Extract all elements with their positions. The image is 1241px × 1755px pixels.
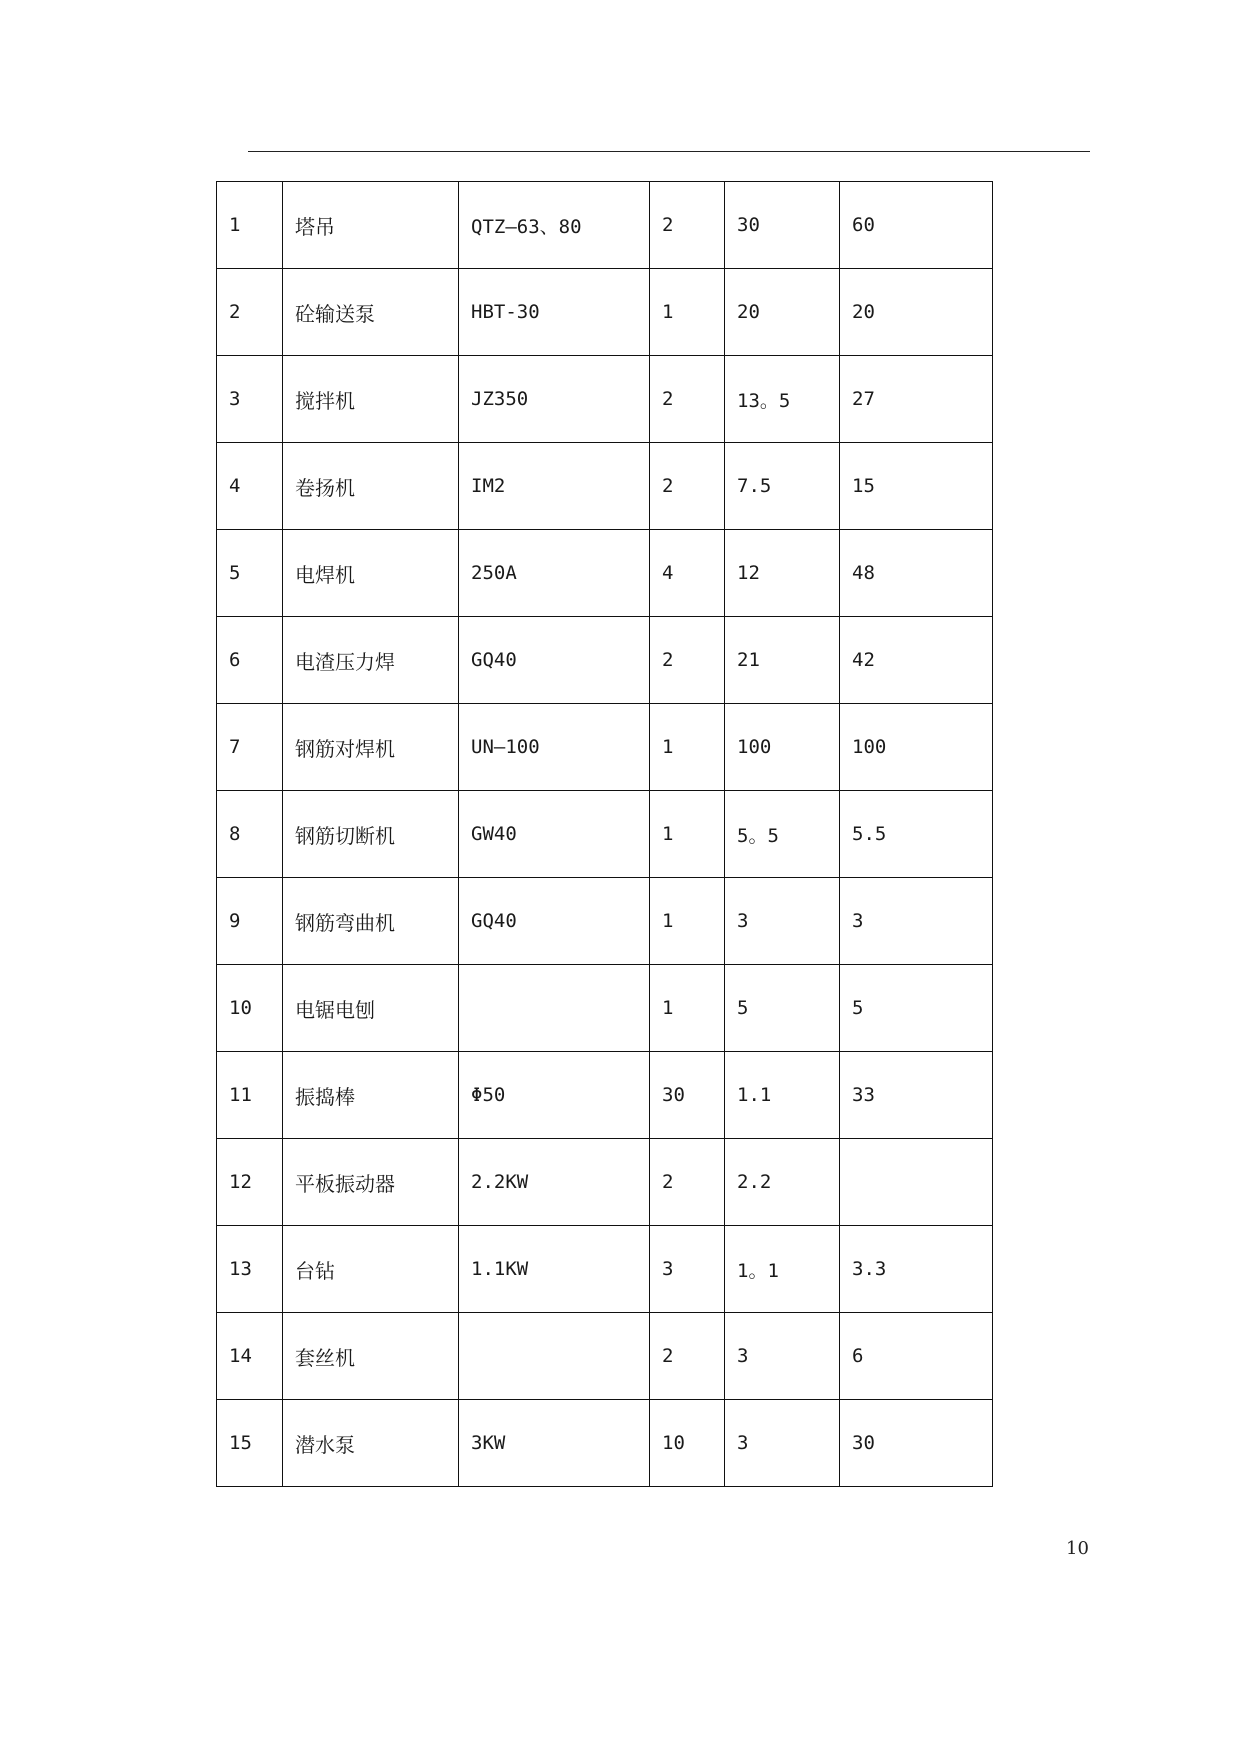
table-row xyxy=(217,269,993,356)
total-power-cell: 15 xyxy=(840,443,993,530)
total-power-cell: 30 xyxy=(840,1400,993,1487)
model-cell: IM2 xyxy=(459,443,650,530)
equipment-name-cell: 钢筋弯曲机 xyxy=(283,878,459,965)
total-power-cell: 60 xyxy=(840,182,993,269)
equipment-name-cell: 电焊机 xyxy=(283,530,459,617)
unit-power-cell: 20 xyxy=(725,269,840,356)
total-power-cell: 3 xyxy=(840,878,993,965)
model-cell: 1.1KW xyxy=(459,1226,650,1313)
row-index-cell: 10 xyxy=(217,965,283,1052)
unit-power-cell: 1。1 xyxy=(725,1226,840,1313)
row-index-cell: 3 xyxy=(217,356,283,443)
equipment-name-cell: 搅拌机 xyxy=(283,356,459,443)
table-row xyxy=(217,1400,993,1487)
row-index-cell: 1 xyxy=(217,182,283,269)
equipment-name-cell: 振捣棒 xyxy=(283,1052,459,1139)
unit-power-cell: 7.5 xyxy=(725,443,840,530)
model-cell: UN—100 xyxy=(459,704,650,791)
row-index-cell: 6 xyxy=(217,617,283,704)
total-power-cell: 3.3 xyxy=(840,1226,993,1313)
page-number: 10 xyxy=(1066,1538,1089,1559)
row-index-cell: 15 xyxy=(217,1400,283,1487)
unit-power-cell: 5 xyxy=(725,965,840,1052)
equipment-name-cell: 台钻 xyxy=(283,1226,459,1313)
quantity-cell: 4 xyxy=(650,530,725,617)
equipment-name-cell: 卷扬机 xyxy=(283,443,459,530)
model-cell: GW40 xyxy=(459,791,650,878)
row-index-cell: 11 xyxy=(217,1052,283,1139)
row-index-cell: 5 xyxy=(217,530,283,617)
row-index-cell: 14 xyxy=(217,1313,283,1400)
row-index-cell: 9 xyxy=(217,878,283,965)
model-cell: 250A xyxy=(459,530,650,617)
equipment-name-cell: 塔吊 xyxy=(283,182,459,269)
quantity-cell: 2 xyxy=(650,1139,725,1226)
model-cell: 3KW xyxy=(459,1400,650,1487)
header-rule xyxy=(248,151,1090,152)
quantity-cell: 1 xyxy=(650,791,725,878)
model-cell: Φ50 xyxy=(459,1052,650,1139)
unit-power-cell: 1.1 xyxy=(725,1052,840,1139)
equipment-name-cell: 砼输送泵 xyxy=(283,269,459,356)
table-row xyxy=(217,617,993,704)
unit-power-cell: 5。5 xyxy=(725,791,840,878)
equipment-name-cell: 平板振动器 xyxy=(283,1139,459,1226)
row-index-cell: 13 xyxy=(217,1226,283,1313)
quantity-cell: 1 xyxy=(650,704,725,791)
unit-power-cell: 100 xyxy=(725,704,840,791)
table-row xyxy=(217,965,993,1052)
total-power-cell: 6 xyxy=(840,1313,993,1400)
quantity-cell: 2 xyxy=(650,356,725,443)
equipment-name-cell: 潜水泵 xyxy=(283,1400,459,1487)
table-row xyxy=(217,878,993,965)
model-cell xyxy=(459,1313,650,1400)
model-cell: 2.2KW xyxy=(459,1139,650,1226)
table-row xyxy=(217,791,993,878)
table-row xyxy=(217,443,993,530)
quantity-cell: 10 xyxy=(650,1400,725,1487)
equipment-name-cell: 电锯电刨 xyxy=(283,965,459,1052)
unit-power-cell: 12 xyxy=(725,530,840,617)
total-power-cell: 42 xyxy=(840,617,993,704)
equipment-name-cell: 钢筋对焊机 xyxy=(283,704,459,791)
quantity-cell: 30 xyxy=(650,1052,725,1139)
unit-power-cell: 2.2 xyxy=(725,1139,840,1226)
row-index-cell: 7 xyxy=(217,704,283,791)
quantity-cell: 2 xyxy=(650,617,725,704)
quantity-cell: 2 xyxy=(650,443,725,530)
equipment-table xyxy=(216,181,993,1487)
total-power-cell: 48 xyxy=(840,530,993,617)
total-power-cell: 5.5 xyxy=(840,791,993,878)
quantity-cell: 3 xyxy=(650,1226,725,1313)
unit-power-cell: 3 xyxy=(725,878,840,965)
unit-power-cell: 13。5 xyxy=(725,356,840,443)
model-cell: JZ350 xyxy=(459,356,650,443)
model-cell: HBT-30 xyxy=(459,269,650,356)
table-row xyxy=(217,530,993,617)
row-index-cell: 12 xyxy=(217,1139,283,1226)
equipment-name-cell: 套丝机 xyxy=(283,1313,459,1400)
unit-power-cell: 3 xyxy=(725,1400,840,1487)
table-row xyxy=(217,704,993,791)
total-power-cell: 100 xyxy=(840,704,993,791)
row-index-cell: 8 xyxy=(217,791,283,878)
total-power-cell: 20 xyxy=(840,269,993,356)
model-cell: GQ40 xyxy=(459,617,650,704)
unit-power-cell: 21 xyxy=(725,617,840,704)
row-index-cell: 2 xyxy=(217,269,283,356)
quantity-cell: 1 xyxy=(650,878,725,965)
table-row xyxy=(217,1139,993,1226)
table-row xyxy=(217,356,993,443)
quantity-cell: 1 xyxy=(650,965,725,1052)
total-power-cell xyxy=(840,1139,993,1226)
model-cell: QTZ—63、80 xyxy=(459,182,650,269)
total-power-cell: 27 xyxy=(840,356,993,443)
table-row xyxy=(217,1313,993,1400)
quantity-cell: 1 xyxy=(650,269,725,356)
quantity-cell: 2 xyxy=(650,1313,725,1400)
table-row xyxy=(217,1052,993,1139)
quantity-cell: 2 xyxy=(650,182,725,269)
total-power-cell: 5 xyxy=(840,965,993,1052)
equipment-name-cell: 钢筋切断机 xyxy=(283,791,459,878)
total-power-cell: 33 xyxy=(840,1052,993,1139)
unit-power-cell: 3 xyxy=(725,1313,840,1400)
row-index-cell: 4 xyxy=(217,443,283,530)
model-cell: GQ40 xyxy=(459,878,650,965)
model-cell xyxy=(459,965,650,1052)
table-row xyxy=(217,1226,993,1313)
unit-power-cell: 30 xyxy=(725,182,840,269)
table-row xyxy=(217,182,993,269)
equipment-name-cell: 电渣压力焊 xyxy=(283,617,459,704)
